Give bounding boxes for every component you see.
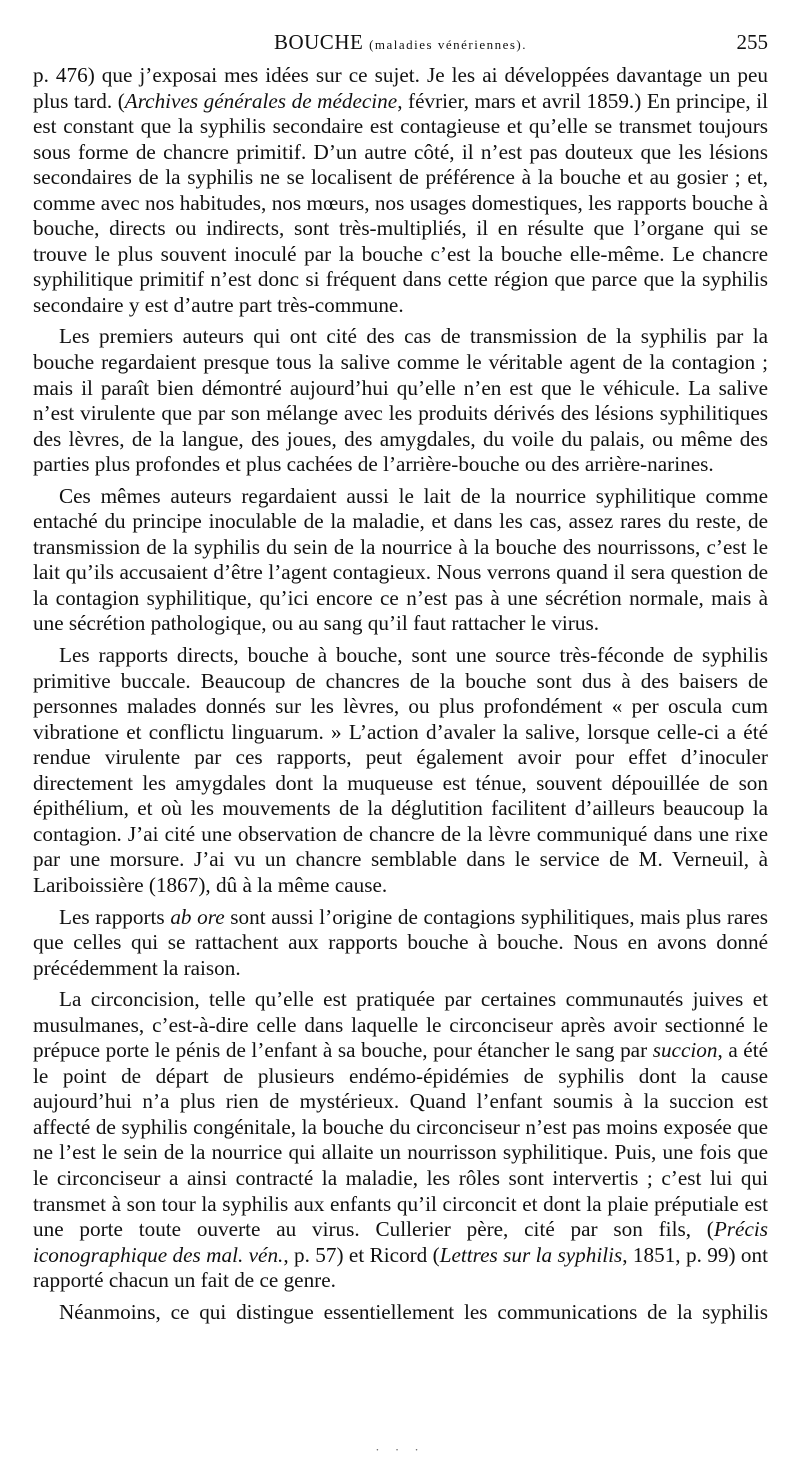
- running-title-sub: (maladies vénériennes).: [369, 37, 528, 52]
- page-number: 255: [736, 30, 768, 54]
- paragraph: [33, 1300, 768, 1326]
- text-run: p. 476) que j’exposai mes idées sur ce sujet. Je les ai développées davantage un peu plus tard. (: [33, 63, 768, 113]
- paragraph: [33, 63, 768, 318]
- italic-text: ab ore: [170, 904, 225, 929]
- italic-text: Lettres sur la syphilis: [439, 1242, 623, 1267]
- running-title-main: BOUCHE: [273, 30, 364, 54]
- body-text: [33, 63, 768, 1331]
- paragraph: [33, 643, 768, 898]
- text-run: Néanmoins, ce qui distingue essentiellement les communications de la syphilis: [59, 1299, 768, 1324]
- paragraph: [33, 987, 768, 1294]
- paragraph: [33, 905, 768, 982]
- italic-text: Précis iconographique des mal. vén.: [33, 1217, 768, 1267]
- text-run: , 1851, p. 99) ont rapporté chacun un fait de ce genre.: [33, 1242, 768, 1293]
- text-run: Les rapports directs, bouche à bouche, sont une source très-féconde de syphilis primitive buccale. Beaucoup de chancres de la bouche sont dus à des baisers de personnes malades donnés sur les lèvres, ou plus profondément « per oscula cum vibratione et conflictu linguarum. » L’action d’avaler la salive, lorsque celle-ci a été rendue virulente par ces rapports, peut également avoir pour effet d’inoculer directement les amygdales dont la muqueuse est ténue, souvent dépouillée de son épithélium, et où les mouvements de la déglutition facilitent d’ailleurs beaucoup la contagion. J’ai cité une observation de chancre de la lèvre communiqué dans une rixe par une morsure. J’ai vu un chancre semblable dans le service de M. Verneuil, à Lariboissière (1867), dû à la même cause.: [33, 643, 768, 897]
- running-header: [33, 30, 768, 60]
- italic-text: succion: [652, 1038, 718, 1063]
- footer-marks: · · ·: [375, 1442, 425, 1457]
- text-run: , février, mars et avril 1859.) En principe, il est constant que la syphilis secondaire est contagieuse et qu’elle se transmet toujours sous forme de chancre primitif. D’un autre côté, il n’est pas douteux que les lésions secondaires de la syphilis ne se localisent de préférence à la bouche et au gosier ; et, comme avec nos habitudes, nos mœurs, nos usages domestiques, les rapports bouche à bouche, directs ou indirects, sont très-multipliés, il en résulte que l’organe qui se trouve le plus souvent inoculé par la bouche c’est la bouche elle-même. Le chancre syphilitique primitif n’est donc si fréquent dans cette région que parce que la syphilis secondaire y est d’autre part très-commune.: [33, 88, 768, 317]
- running-title: [33, 30, 768, 55]
- text-run: , a été le point de départ de plusieurs endémo-épidémies de syphilis dont la cause aujourd’hui n’a plus rien de mystérieux. Quand l’enfant soumis à la succion est affecté de syphilis congénitale, la bouche du circonciseur n’est pas moins exposée que ne l’est le sein de la nourrice qui allaite un nourrisson syphilitique. Puis, une fois que le circonciseur a ainsi contracté la maladie, les rôles sont intervertis ; c’est lui qui transmet à son tour la syphilis aux enfants qu’il circoncit et dont la plaie préputiale est une porte toute ouverte au virus. Cullerier père, cité par son fils, (: [33, 1038, 768, 1242]
- text-run: Ces mêmes auteurs regardaient aussi le lait de la nourrice syphilitique comme entaché du principe inoculable de la maladie, et dans les cas, assez rares du reste, de transmission de la syphilis du sein de la nourrice à la bouche des nourrissons, c’est le lait qu’ils accusaient d’être l’agent contagieux. Nous verrons quand il sera question de la contagion syphilitique, qu’ici encore ce n’est pas à une sécrétion normale, mais à une sécrétion pathologique, ou au sang qu’il faut rattacher le virus.: [33, 483, 768, 636]
- text-run: Les premiers auteurs qui ont cité des cas de transmission de la syphilis par la bouche regardaient presque tous la salive comme le véritable agent de la contagion ; mais il paraît bien démontré aujourd’hui qu’elle n’en est que le véhicule. La salive n’est virulente que par son mélange avec les produits dérivés des lésions syphilitiques des lèvres, de la langue, des joues, des amygdales, du voile du palais, ou même des parties plus profondes et plus cachées de l’arrière-bouche ou des arrière-narines.: [33, 324, 768, 477]
- text-run: Les rapports: [59, 904, 171, 929]
- text-run: La circoncision, telle qu’elle est pratiquée par certaines communautés juives et musulmanes, c’est-à-dire celle dans laquelle le circonciseur après avoir sectionné le prépuce porte le pénis de l’enfant à sa bouche, pour étancher le sang par: [33, 987, 768, 1063]
- paragraph: [33, 324, 768, 477]
- text-run: sont aussi l’origine de contagions syphilitiques, mais plus rares que celles qui se rattachent aux rapports bouche à bouche. Nous en avons donné précédemment la raison.: [33, 904, 768, 980]
- italic-text: Archives générales de médecine: [124, 88, 398, 113]
- paragraph: [33, 484, 768, 637]
- text-run: , p. 57) et Ricord (: [283, 1242, 440, 1267]
